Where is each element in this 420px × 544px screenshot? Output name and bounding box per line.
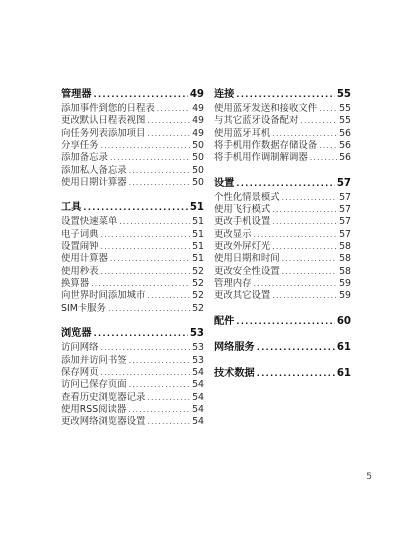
section-page: 60 bbox=[336, 315, 351, 327]
dot-leader bbox=[257, 341, 335, 355]
entry-text: 访问已保存页面 bbox=[61, 379, 127, 391]
toc-section bbox=[214, 315, 351, 329]
entry-text: 更改网络浏览器设置 bbox=[61, 416, 146, 428]
entry-text: 更改安全性设置 bbox=[214, 265, 280, 277]
dot-leader bbox=[94, 327, 188, 341]
dot-leader bbox=[129, 379, 190, 391]
entry-text: 电子词典 bbox=[61, 228, 99, 240]
entry-page: 54 bbox=[192, 391, 204, 403]
dot-leader bbox=[129, 165, 190, 177]
entry-text: 将手机用作数据存储设备 bbox=[214, 140, 318, 152]
section-title: 管理器 bbox=[61, 89, 92, 100]
entry-text: 向世界时间添加城市 bbox=[61, 290, 146, 302]
toc-section bbox=[61, 201, 204, 315]
toc-entry bbox=[61, 404, 204, 416]
entry-text: 使用飞行模式 bbox=[214, 204, 271, 216]
section-page: 57 bbox=[336, 177, 351, 189]
entry-text: 向任务列表添加项目 bbox=[61, 127, 146, 139]
dot-leader bbox=[110, 152, 190, 164]
entry-text: 使用秒表 bbox=[61, 265, 99, 277]
toc-section bbox=[61, 327, 204, 428]
toc-entry bbox=[61, 367, 204, 379]
dot-leader bbox=[147, 128, 190, 140]
toc-section-header bbox=[214, 315, 351, 329]
dot-leader bbox=[272, 128, 337, 140]
entry-page: 54 bbox=[192, 416, 204, 428]
dot-leader bbox=[272, 290, 337, 302]
entry-page: 56 bbox=[339, 127, 351, 139]
section-title: 连接 bbox=[214, 89, 235, 100]
entry-page: 49 bbox=[192, 103, 204, 114]
dot-leader bbox=[101, 241, 190, 253]
dot-leader bbox=[254, 229, 337, 241]
toc-entry bbox=[61, 152, 204, 164]
entry-page: 57 bbox=[339, 204, 351, 216]
toc-entry bbox=[61, 416, 204, 428]
entry-text: 更改默认日程表视图 bbox=[61, 115, 146, 127]
toc-entry bbox=[61, 216, 204, 228]
toc-section-header bbox=[214, 367, 351, 381]
dot-leader bbox=[282, 266, 337, 278]
entry-page: 55 bbox=[339, 115, 351, 127]
toc-entry bbox=[214, 204, 351, 216]
dot-leader bbox=[129, 177, 190, 189]
section-title: 配件 bbox=[214, 315, 235, 327]
dot-leader bbox=[101, 342, 190, 354]
section-page: 61 bbox=[336, 367, 351, 379]
dot-leader bbox=[128, 404, 190, 416]
dot-leader bbox=[272, 241, 337, 253]
entry-text: 设置快速菜单 bbox=[61, 216, 118, 228]
toc-entry bbox=[61, 115, 204, 127]
toc-entry bbox=[214, 290, 351, 302]
entry-page: 59 bbox=[339, 290, 351, 302]
entry-page: 57 bbox=[339, 228, 351, 240]
entry-text: 访问网络 bbox=[61, 342, 99, 354]
toc-entry bbox=[214, 128, 351, 140]
toc-entry bbox=[61, 103, 204, 115]
entry-page: 56 bbox=[339, 140, 351, 152]
toc-section-header bbox=[214, 341, 351, 355]
entry-text: 使用RSS阅读器 bbox=[61, 403, 127, 415]
toc-entry bbox=[214, 241, 351, 253]
entry-page: 49 bbox=[192, 127, 204, 139]
entry-page: 54 bbox=[192, 366, 204, 378]
toc-left-column bbox=[61, 88, 204, 441]
entry-page: 54 bbox=[192, 403, 204, 415]
dot-leader bbox=[319, 140, 337, 152]
dot-leader bbox=[254, 278, 337, 290]
dot-leader bbox=[272, 204, 337, 216]
entry-text: 设置闹钟 bbox=[61, 241, 99, 253]
entry-text: 更改显示 bbox=[214, 228, 252, 240]
page-number: 5 bbox=[366, 472, 372, 482]
entry-text: 将手机用作调制解调器 bbox=[214, 152, 308, 164]
entry-page: 49 bbox=[192, 115, 204, 127]
entry-page: 52 bbox=[192, 290, 204, 302]
section-title: 设置 bbox=[214, 177, 235, 189]
dot-leader bbox=[110, 253, 190, 265]
dot-leader bbox=[119, 216, 190, 228]
dot-leader bbox=[236, 315, 334, 329]
entry-page: 50 bbox=[192, 140, 204, 152]
entry-text: 换算器 bbox=[61, 278, 90, 290]
entry-page: 56 bbox=[339, 152, 351, 164]
toc-entry bbox=[214, 253, 351, 265]
entry-page: 50 bbox=[192, 177, 204, 189]
section-page: 55 bbox=[336, 89, 351, 100]
entry-text: 使用计算器 bbox=[61, 253, 108, 265]
toc-entry bbox=[61, 379, 204, 391]
toc-entry bbox=[61, 165, 204, 177]
dot-leader bbox=[129, 355, 190, 367]
toc-entry bbox=[61, 342, 204, 354]
entry-text: 保存网页 bbox=[61, 366, 99, 378]
dot-leader bbox=[310, 152, 337, 164]
toc-section bbox=[214, 341, 351, 355]
toc-section-header bbox=[214, 88, 351, 102]
toc-section bbox=[214, 367, 351, 381]
section-title: 技术数据 bbox=[214, 367, 255, 379]
dot-leader bbox=[83, 201, 187, 215]
dot-leader bbox=[282, 253, 337, 265]
section-page: 49 bbox=[189, 89, 204, 100]
toc-entry bbox=[214, 103, 351, 115]
entry-page: 54 bbox=[192, 379, 204, 391]
toc-entry bbox=[214, 229, 351, 241]
toc-entry bbox=[214, 266, 351, 278]
dot-leader bbox=[147, 115, 190, 127]
toc-section-header bbox=[214, 177, 351, 191]
toc-entry bbox=[61, 177, 204, 189]
section-title: 浏览器 bbox=[61, 328, 92, 340]
entry-page: 52 bbox=[192, 302, 204, 314]
entry-page: 58 bbox=[339, 253, 351, 265]
toc-section bbox=[61, 88, 204, 189]
dot-leader bbox=[101, 266, 190, 278]
dot-leader bbox=[300, 115, 337, 127]
entry-page: 51 bbox=[192, 216, 204, 228]
entry-text: 添加备忘录 bbox=[61, 152, 108, 164]
entry-text: 添加私人备忘录 bbox=[61, 164, 127, 176]
dot-leader bbox=[157, 103, 190, 115]
toc-entry bbox=[214, 278, 351, 290]
toc-entry bbox=[214, 192, 351, 204]
toc-entry bbox=[61, 241, 204, 253]
dot-leader bbox=[101, 140, 190, 152]
toc-entry bbox=[61, 266, 204, 278]
section-page: 61 bbox=[336, 341, 351, 353]
dot-leader bbox=[272, 216, 337, 228]
toc-section-header bbox=[61, 327, 204, 341]
section-page: 53 bbox=[189, 328, 204, 340]
toc-entry bbox=[61, 355, 204, 367]
section-page: 51 bbox=[189, 202, 204, 214]
toc-section bbox=[214, 88, 351, 165]
entry-page: 51 bbox=[192, 228, 204, 240]
entry-text: 更改其它设置 bbox=[214, 290, 271, 302]
entry-text: 更改外屏灯光 bbox=[214, 241, 271, 253]
entry-text: 更改手机设置 bbox=[214, 216, 271, 228]
entry-page: 59 bbox=[339, 278, 351, 290]
entry-page: 51 bbox=[192, 253, 204, 265]
toc-entry bbox=[61, 290, 204, 302]
toc-section bbox=[214, 177, 351, 303]
toc-entry bbox=[214, 216, 351, 228]
entry-page: 55 bbox=[339, 103, 351, 114]
toc-entry bbox=[61, 392, 204, 404]
toc-section-header bbox=[61, 201, 204, 215]
toc-right-column bbox=[214, 88, 351, 393]
section-title: 工具 bbox=[61, 202, 82, 214]
entry-page: 58 bbox=[339, 241, 351, 253]
toc-entry bbox=[214, 152, 351, 164]
dot-leader bbox=[236, 177, 334, 191]
entry-page: 51 bbox=[192, 241, 204, 253]
dot-leader bbox=[94, 88, 188, 102]
toc-section-header bbox=[61, 88, 204, 102]
dot-leader bbox=[108, 303, 190, 315]
entry-text: 与其它蓝牙设备配对 bbox=[214, 115, 299, 127]
entry-text: 查看历史浏览器记录 bbox=[61, 391, 146, 403]
entry-page: 57 bbox=[339, 216, 351, 228]
entry-page: 50 bbox=[192, 152, 204, 164]
dot-leader bbox=[147, 392, 190, 404]
entry-page: 50 bbox=[192, 164, 204, 176]
entry-text: 使用蓝牙耳机 bbox=[214, 127, 271, 139]
dot-leader bbox=[282, 192, 337, 204]
dot-leader bbox=[101, 229, 190, 241]
toc-entry bbox=[61, 128, 204, 140]
entry-text: 使用日期和时间 bbox=[214, 253, 280, 265]
toc-entry bbox=[61, 253, 204, 265]
toc-entry bbox=[214, 115, 351, 127]
entry-page: 52 bbox=[192, 278, 204, 290]
toc-entry bbox=[214, 140, 351, 152]
toc-entry bbox=[61, 303, 204, 315]
toc-entry bbox=[61, 140, 204, 152]
dot-leader bbox=[257, 367, 335, 381]
entry-text: SIM卡服务 bbox=[61, 302, 106, 314]
entry-text: 个性化情景模式 bbox=[214, 191, 280, 203]
entry-text: 添加并访问书签 bbox=[61, 354, 127, 366]
toc-entry bbox=[61, 229, 204, 241]
entry-text: 使用日期计算器 bbox=[61, 177, 127, 189]
dot-leader bbox=[101, 367, 190, 379]
dot-leader bbox=[319, 103, 337, 115]
section-title: 网络服务 bbox=[214, 341, 255, 353]
entry-page: 53 bbox=[192, 342, 204, 354]
entry-text: 使用蓝牙发送和接收文件 bbox=[214, 103, 318, 114]
dot-leader bbox=[147, 416, 190, 428]
dot-leader bbox=[91, 278, 190, 290]
toc-entry bbox=[61, 278, 204, 290]
entry-page: 53 bbox=[192, 354, 204, 366]
entry-text: 管理内存 bbox=[214, 278, 252, 290]
entry-page: 52 bbox=[192, 265, 204, 277]
entry-text: 添加事件到您的日程表 bbox=[61, 103, 155, 114]
entry-text: 分享任务 bbox=[61, 140, 99, 152]
entry-page: 58 bbox=[339, 265, 351, 277]
dot-leader bbox=[236, 88, 334, 102]
dot-leader bbox=[147, 290, 190, 302]
entry-page: 57 bbox=[339, 191, 351, 203]
